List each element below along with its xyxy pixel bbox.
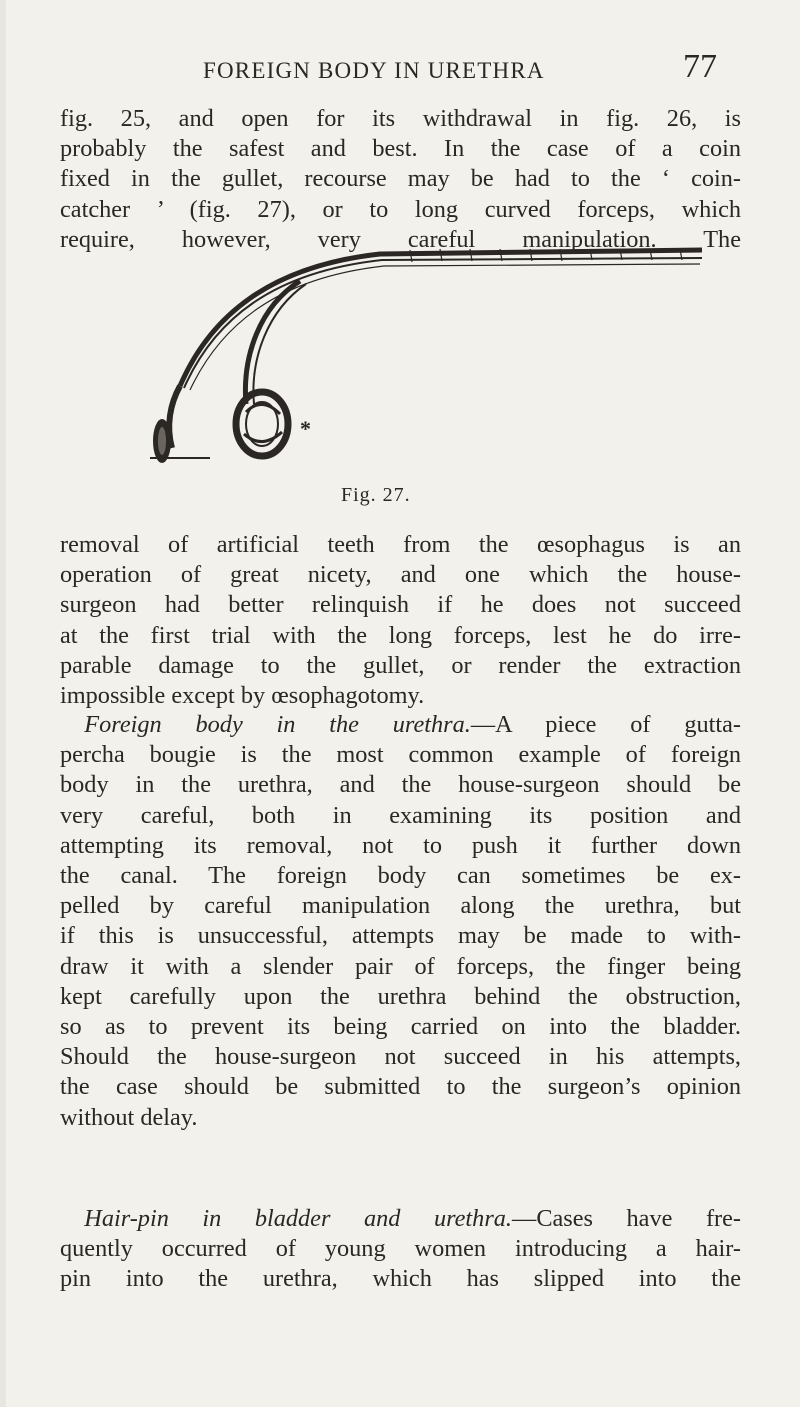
text-line: so as to prevent its being carried on into the bladder.	[60, 1013, 741, 1041]
paragraph-foreign-body-urethra	[60, 710, 741, 1133]
text-fragment: —Cases have fre-	[512, 1205, 742, 1232]
text-line: if this is unsuccessful, attempts may be made to with-	[60, 922, 741, 950]
text-line: require, however, very careful manipulation. The	[60, 225, 741, 253]
text-line	[60, 1204, 741, 1234]
text-line: removal of artificial teeth from the œsophagus is an	[60, 531, 741, 558]
text-line: pin into the urethra, which has slipped into the	[60, 1265, 741, 1293]
text-line: kept carefully upon the urethra behind the obstruction,	[60, 982, 741, 1010]
text-line: without delay.	[60, 1103, 198, 1131]
text-line: the case should be submitted to the surgeon’s opinion	[60, 1073, 741, 1101]
text-line: draw it with a slender pair of forceps, the finger being	[60, 952, 741, 980]
text-line	[60, 710, 741, 740]
page-number: 77	[683, 48, 717, 85]
text-fragment: —A piece of gutta-	[470, 711, 742, 738]
figure-caption: Fig. 27.	[341, 484, 411, 506]
text-line: pelled by careful manipulation along the urethra, but	[60, 892, 741, 920]
coin-catcher-illustration	[150, 236, 710, 476]
page-edge-shading	[0, 0, 6, 1407]
paragraph-coin-in-gullet	[60, 104, 741, 255]
text-line: probably the safest and best. In the case of a coin	[60, 135, 741, 163]
text-line: body in the urethra, and the house-surgeon should be	[60, 771, 741, 799]
text-line: very careful, both in examining its position and	[60, 801, 741, 829]
text-line: attempting its removal, not to push it further down	[60, 831, 741, 859]
text-line: surgeon had better relinquish if he does not succeed	[60, 591, 741, 619]
running-head: FOREIGN BODY IN URETHRA	[203, 58, 545, 83]
text-line: at the first trial with the long forceps, lest he do irre-	[60, 621, 741, 649]
text-line: parable damage to the gullet, or render the extraction	[60, 651, 741, 679]
text-line: Should the house-surgeon not succeed in his attempts,	[60, 1043, 741, 1071]
text-line: quently occurred of young women introducing a hair-	[60, 1235, 741, 1263]
text-line: operation of great nicety, and one which the house-	[60, 561, 741, 589]
section-run-in-heading: Hair-pin in bladder and urethra.	[84, 1205, 513, 1232]
section-run-in-heading: Foreign body in the urethra.	[84, 711, 471, 738]
page-header	[0, 48, 800, 88]
figure-marker: *	[300, 416, 311, 441]
text-line: percha bougie is the most common example of foreign	[60, 741, 741, 769]
text-line: fig. 25, and open for its withdrawal in fig. 26, is	[60, 105, 741, 132]
paragraph-artificial-teeth	[60, 530, 741, 711]
text-line: catcher ’ (fig. 27), or to long curved forceps, which	[60, 195, 741, 223]
text-line: the canal. The foreign body can sometimes be ex-	[60, 862, 741, 890]
text-line: impossible except by œsophagotomy.	[60, 682, 425, 710]
text-line: fixed in the gullet, recourse may be had to the ‘ coin-	[60, 165, 741, 193]
paragraph-hair-pin	[60, 1204, 741, 1295]
